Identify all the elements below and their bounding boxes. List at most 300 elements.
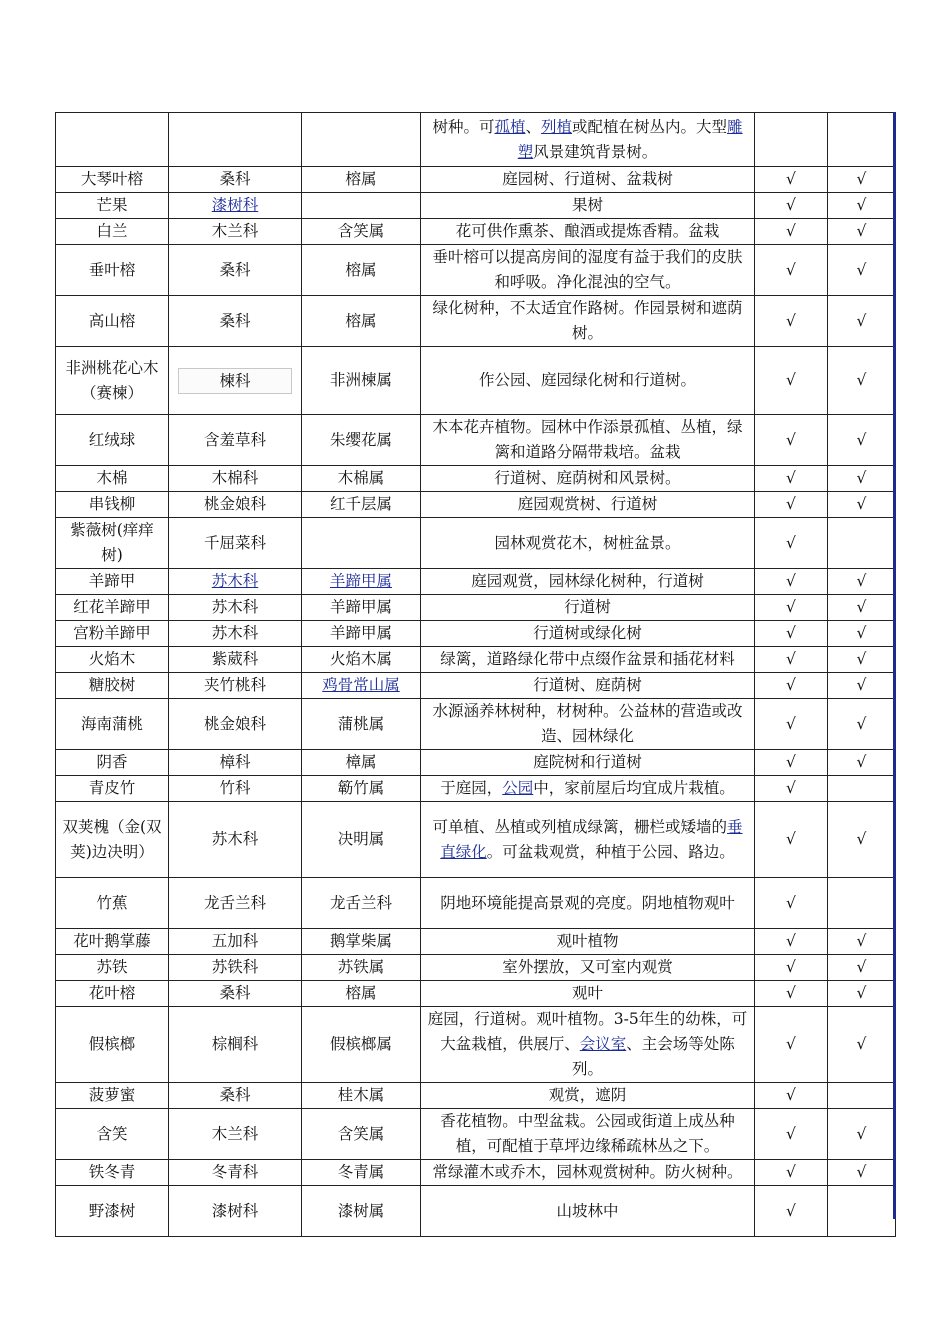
table-row <box>56 750 896 776</box>
family-cell <box>169 981 302 1007</box>
check-mark: √ <box>856 624 867 642</box>
genus-name: 红千层属 <box>329 495 392 513</box>
check-mark: √ <box>856 572 867 590</box>
check-cell-2 <box>828 167 896 193</box>
plant-table-body <box>56 113 896 1237</box>
table-row <box>56 699 896 750</box>
family-name-boxed: 楝科 <box>178 368 292 394</box>
genus-name: 火焰木属 <box>329 650 392 668</box>
family-cell <box>169 219 302 245</box>
family-name: 棕榈科 <box>211 1035 259 1053</box>
plant-name-cell <box>56 802 169 878</box>
family-cell <box>169 466 302 492</box>
check-mark: √ <box>786 1163 796 1181</box>
usage-cell <box>421 219 755 245</box>
usage-link[interactable]: 会议室 <box>579 1035 627 1053</box>
usage-cell <box>421 621 755 647</box>
family-cell <box>169 621 302 647</box>
usage-cell <box>421 776 755 802</box>
table-row <box>56 347 896 415</box>
check-cell-1 <box>755 1109 828 1160</box>
genus-link[interactable]: 鸡骨常山属 <box>322 676 400 694</box>
table-row <box>56 595 896 621</box>
check-mark: √ <box>786 1035 796 1053</box>
plant-name: 花叶榕 <box>88 984 136 1002</box>
family-cell <box>169 1186 302 1237</box>
plant-name-cell <box>56 878 169 929</box>
check-cell-2 <box>828 595 896 621</box>
check-mark: √ <box>786 1086 796 1104</box>
check-mark: √ <box>856 958 867 976</box>
usage-text: 中，家前屋后均宜成片栽植。 <box>533 779 735 797</box>
genus-cell <box>302 167 421 193</box>
check-cell-2 <box>828 1109 896 1160</box>
usage-cell <box>421 878 755 929</box>
check-cell-2 <box>828 1160 896 1186</box>
plant-name-cell <box>56 113 169 167</box>
usage-cell <box>421 1007 755 1083</box>
check-mark: √ <box>786 469 796 487</box>
usage-cell <box>421 113 755 167</box>
table-row <box>56 569 896 595</box>
usage-text: 、主会场等处陈列。 <box>571 1035 735 1078</box>
usage-cell <box>421 347 755 415</box>
genus-name: 榕属 <box>345 170 377 188</box>
usage-text: 山坡林中 <box>556 1201 619 1220</box>
check-cell-1 <box>755 878 828 929</box>
plant-name-cell <box>56 776 169 802</box>
table-row <box>56 955 896 981</box>
plant-name-cell <box>56 193 169 219</box>
usage-text: 阴地环境能提高景观的亮度。阴地植物观叶 <box>440 893 735 912</box>
table-row <box>56 981 896 1007</box>
genus-name: 羊蹄甲属 <box>329 598 392 616</box>
plant-name-cell <box>56 219 169 245</box>
genus-name: 榕属 <box>345 984 377 1002</box>
usage-cell <box>421 955 755 981</box>
plant-name: 青皮竹 <box>88 779 136 797</box>
family-cell <box>169 193 302 219</box>
plant-name-cell <box>56 981 169 1007</box>
check-cell-1 <box>755 518 828 569</box>
usage-text: 庭园观赏树、行道树 <box>517 495 658 513</box>
check-mark: √ <box>786 371 796 389</box>
plant-name-cell <box>56 750 169 776</box>
check-mark: √ <box>856 830 867 848</box>
check-mark: √ <box>786 714 796 733</box>
genus-cell <box>302 595 421 621</box>
plant-name: 串钱柳 <box>88 495 136 513</box>
genus-cell <box>302 1186 421 1237</box>
table-row <box>56 647 896 673</box>
usage-text: 水源涵养林树种，材树种。公益林的营造或改造、园林绿化 <box>432 702 743 745</box>
check-cell-2 <box>828 296 896 347</box>
table-row <box>56 1083 896 1109</box>
page-edge-bar <box>893 112 896 1219</box>
check-cell-2 <box>828 492 896 518</box>
plant-name: 野漆树 <box>88 1201 136 1220</box>
family-cell <box>169 802 302 878</box>
plant-name-cell <box>56 347 169 415</box>
plant-name-cell <box>56 1083 169 1109</box>
check-cell-1 <box>755 595 828 621</box>
check-mark: √ <box>786 222 796 240</box>
usage-text: 或配植在树丛内。大型 <box>572 117 728 136</box>
usage-text: 观叶植物 <box>556 932 619 950</box>
table-row <box>56 518 896 569</box>
family-name: 木棉科 <box>211 469 259 487</box>
family-cell <box>169 647 302 673</box>
check-cell-2 <box>828 219 896 245</box>
table-row <box>56 802 896 878</box>
genus-name: 鹅掌柴属 <box>329 932 392 950</box>
check-mark: √ <box>786 779 796 797</box>
plant-name: 糖胶树 <box>88 676 136 694</box>
check-cell-1 <box>755 466 828 492</box>
check-cell-2 <box>828 415 896 466</box>
genus-cell <box>302 466 421 492</box>
usage-text: 香花植物。中型盆栽。公园或街道上成丛种植，可配植于草坪边缘稀疏林丛之下。 <box>440 1112 735 1155</box>
usage-text: 观叶 <box>571 984 603 1002</box>
family-name: 木兰科 <box>211 1124 259 1143</box>
table-row <box>56 219 896 245</box>
family-name: 夹竹桃科 <box>203 676 266 694</box>
usage-text: 常绿灌木或乔木，园林观赏树种。防火树种。 <box>432 1163 743 1181</box>
family-name: 五加科 <box>211 932 259 950</box>
check-mark: √ <box>856 260 867 279</box>
family-cell <box>169 1160 302 1186</box>
check-cell-1 <box>755 621 828 647</box>
check-mark: √ <box>856 753 867 771</box>
check-mark: √ <box>856 311 867 330</box>
usage-text: 观赏，遮阴 <box>548 1086 627 1104</box>
family-name: 桃金娘科 <box>203 495 266 513</box>
table-row <box>56 776 896 802</box>
usage-text: 庭院树和行道树 <box>533 753 642 771</box>
usage-cell <box>421 569 755 595</box>
check-mark: √ <box>856 469 867 487</box>
check-cell-2 <box>828 955 896 981</box>
plant-name: 双荚槐（金(双荚)边决明） <box>62 817 162 861</box>
genus-name: 羊蹄甲属 <box>329 624 392 642</box>
table-row <box>56 245 896 296</box>
check-mark: √ <box>786 1201 796 1220</box>
check-cell-1 <box>755 699 828 750</box>
plant-name-cell <box>56 699 169 750</box>
check-cell-2 <box>828 699 896 750</box>
usage-cell <box>421 750 755 776</box>
table-row <box>56 878 896 929</box>
genus-cell <box>302 245 421 296</box>
usage-cell <box>421 647 755 673</box>
family-cell <box>169 1083 302 1109</box>
plant-name-cell <box>56 492 169 518</box>
plant-name: 红绒球 <box>88 430 136 449</box>
check-cell-1 <box>755 569 828 595</box>
plant-name-cell <box>56 296 169 347</box>
check-mark: √ <box>786 196 796 214</box>
check-cell-2 <box>828 569 896 595</box>
family-name: 樟科 <box>219 753 251 771</box>
genus-name: 榕属 <box>345 311 377 330</box>
check-cell-1 <box>755 492 828 518</box>
check-cell-2 <box>828 466 896 492</box>
genus-name: 假槟榔属 <box>329 1035 392 1053</box>
plant-name: 花叶鹅掌藤 <box>73 932 151 950</box>
check-cell-1 <box>755 981 828 1007</box>
check-cell-2 <box>828 347 896 415</box>
check-cell-2 <box>828 113 896 167</box>
family-cell <box>169 673 302 699</box>
usage-text: 绿篱，道路绿化带中点缀作盆景和插花材料 <box>440 650 735 668</box>
family-name: 苏木科 <box>211 624 259 642</box>
table-row <box>56 1160 896 1186</box>
check-cell-1 <box>755 750 828 776</box>
plant-name: 高山榕 <box>88 311 136 330</box>
check-cell-2 <box>828 776 896 802</box>
check-cell-1 <box>755 647 828 673</box>
plant-name: 垂叶榕 <box>88 260 136 279</box>
check-cell-2 <box>828 981 896 1007</box>
check-mark: √ <box>786 430 796 449</box>
table-row <box>56 466 896 492</box>
family-name: 龙舌兰科 <box>203 893 266 912</box>
check-mark: √ <box>786 650 796 668</box>
family-name: 漆树科 <box>211 1201 259 1220</box>
genus-link[interactable]: 羊蹄甲属 <box>329 572 392 590</box>
check-cell-2 <box>828 802 896 878</box>
genus-cell <box>302 878 421 929</box>
family-cell <box>169 1109 302 1160</box>
usage-text: 行道树或绿化树 <box>533 624 642 642</box>
genus-cell <box>302 750 421 776</box>
usage-link[interactable]: 垂直绿化 <box>440 817 743 861</box>
plant-name-cell <box>56 466 169 492</box>
check-mark: √ <box>786 495 796 513</box>
plant-name: 铁冬青 <box>88 1163 136 1181</box>
plant-table <box>55 112 896 1237</box>
plant-name: 紫薇树(痒痒树) <box>70 521 154 564</box>
usage-cell <box>421 673 755 699</box>
usage-text: 园林观赏花木，树桩盆景。 <box>494 533 681 552</box>
usage-cell <box>421 699 755 750</box>
family-cell <box>169 245 302 296</box>
family-cell <box>169 296 302 347</box>
check-mark: √ <box>786 958 796 976</box>
usage-cell <box>421 981 755 1007</box>
genus-name: 苏铁属 <box>337 958 385 976</box>
usage-link[interactable]: 列植 <box>541 117 573 136</box>
family-cell <box>169 113 302 167</box>
genus-cell <box>302 347 421 415</box>
usage-text: 木本花卉植物。园林中作添景孤植、丛植，绿篱和道路分隔带栽培。盆栽 <box>432 418 743 461</box>
usage-text: 庭园观赏，园林绿化树种，行道树 <box>471 572 704 590</box>
usage-text: 于庭园， <box>440 779 503 797</box>
family-name: 紫葳科 <box>211 650 259 668</box>
genus-cell <box>302 955 421 981</box>
plant-name-cell <box>56 1007 169 1083</box>
genus-name: 木棉属 <box>337 469 385 487</box>
check-mark: √ <box>786 932 796 950</box>
usage-text: 可单植、丛植或列植成绿篱，栅栏或矮墙的 <box>432 817 727 836</box>
check-mark: √ <box>856 1035 867 1053</box>
family-cell <box>169 1007 302 1083</box>
genus-cell <box>302 296 421 347</box>
genus-cell <box>302 1083 421 1109</box>
check-cell-2 <box>828 193 896 219</box>
plant-name: 海南蒲桃 <box>80 714 143 733</box>
plant-name-cell <box>56 595 169 621</box>
genus-name: 决明属 <box>337 830 385 848</box>
plant-name-cell <box>56 245 169 296</box>
check-mark: √ <box>786 260 796 279</box>
check-mark: √ <box>856 676 867 694</box>
usage-text: 、 <box>525 117 541 136</box>
check-mark: √ <box>786 311 796 330</box>
usage-cell <box>421 1160 755 1186</box>
check-mark: √ <box>786 753 796 771</box>
usage-text: 风景建筑背景树。 <box>533 142 658 161</box>
usage-cell <box>421 1083 755 1109</box>
table-row <box>56 296 896 347</box>
genus-name: 含笑属 <box>337 222 385 240</box>
check-cell-1 <box>755 929 828 955</box>
usage-cell <box>421 296 755 347</box>
family-cell <box>169 569 302 595</box>
usage-text: 作公园、庭园绿化树和行道树。 <box>478 371 696 389</box>
genus-cell <box>302 981 421 1007</box>
check-mark: √ <box>786 170 796 188</box>
family-name: 桃金娘科 <box>203 714 266 733</box>
plant-name-cell <box>56 621 169 647</box>
check-mark: √ <box>786 624 796 642</box>
check-cell-1 <box>755 776 828 802</box>
family-cell <box>169 595 302 621</box>
usage-text: 树种。可 <box>432 117 495 136</box>
family-cell <box>169 415 302 466</box>
genus-name: 樟属 <box>345 753 377 771</box>
check-cell-2 <box>828 1083 896 1109</box>
family-link[interactable]: 苏木科 <box>211 572 259 590</box>
usage-cell <box>421 415 755 466</box>
family-name: 桑科 <box>219 260 251 279</box>
check-mark: √ <box>856 650 867 668</box>
plant-name: 苏铁 <box>96 958 128 976</box>
table-row <box>56 1007 896 1083</box>
check-cell-1 <box>755 1186 828 1237</box>
usage-text: 庭园，行道树。观叶植物。3-5年生的幼株，可大盆栽植，供展厅、 <box>427 1010 748 1053</box>
table-row <box>56 193 896 219</box>
genus-cell <box>302 776 421 802</box>
check-mark: √ <box>786 1124 796 1143</box>
check-mark: √ <box>786 984 796 1002</box>
genus-name: 簕竹属 <box>337 779 385 797</box>
usage-cell <box>421 1186 755 1237</box>
genus-cell <box>302 802 421 878</box>
usage-link[interactable]: 雕塑 <box>517 117 743 161</box>
plant-name: 火焰木 <box>88 650 136 668</box>
family-name: 桑科 <box>219 311 251 330</box>
check-mark: √ <box>786 533 796 552</box>
genus-cell <box>302 699 421 750</box>
check-mark: √ <box>786 572 796 590</box>
check-cell-1 <box>755 955 828 981</box>
check-mark: √ <box>856 196 867 214</box>
usage-link[interactable]: 孤植 <box>494 117 526 136</box>
check-cell-1 <box>755 1083 828 1109</box>
family-cell <box>169 167 302 193</box>
genus-name: 桂木属 <box>337 1086 385 1104</box>
family-name: 含羞草科 <box>203 430 266 449</box>
genus-name: 朱缨花属 <box>329 430 392 449</box>
family-name: 千屈菜科 <box>203 533 266 552</box>
family-name: 桑科 <box>219 1086 251 1104</box>
family-name: 苏木科 <box>211 830 259 848</box>
check-cell-2 <box>828 929 896 955</box>
usage-cell <box>421 518 755 569</box>
genus-cell <box>302 1160 421 1186</box>
family-link[interactable]: 漆树科 <box>211 196 259 214</box>
plant-name-cell <box>56 647 169 673</box>
genus-cell <box>302 569 421 595</box>
family-cell <box>169 776 302 802</box>
genus-cell <box>302 415 421 466</box>
check-cell-1 <box>755 1007 828 1083</box>
usage-text: 行道树、庭荫树和风景树。 <box>494 469 681 487</box>
check-cell-1 <box>755 296 828 347</box>
plant-name: 芒果 <box>96 196 128 214</box>
check-mark: √ <box>856 371 867 389</box>
genus-cell <box>302 1109 421 1160</box>
family-name: 桑科 <box>219 984 251 1002</box>
plant-name-cell <box>56 1160 169 1186</box>
genus-cell <box>302 929 421 955</box>
family-cell <box>169 347 302 415</box>
usage-cell <box>421 466 755 492</box>
check-mark: √ <box>856 495 867 513</box>
usage-cell <box>421 492 755 518</box>
family-name: 苏铁科 <box>211 958 259 976</box>
plant-name: 羊蹄甲 <box>88 572 136 590</box>
check-cell-1 <box>755 167 828 193</box>
usage-text: 庭园树、行道树、盆栽树 <box>502 170 673 188</box>
plant-name: 大琴叶榕 <box>80 170 143 188</box>
table-row <box>56 167 896 193</box>
usage-cell <box>421 1109 755 1160</box>
check-cell-2 <box>828 1007 896 1083</box>
genus-name: 漆树属 <box>337 1201 385 1220</box>
genus-cell <box>302 518 421 569</box>
check-cell-1 <box>755 1160 828 1186</box>
genus-cell <box>302 219 421 245</box>
check-cell-2 <box>828 878 896 929</box>
plant-name-cell <box>56 1186 169 1237</box>
family-name: 木兰科 <box>211 222 259 240</box>
usage-cell <box>421 595 755 621</box>
usage-link[interactable]: 公园 <box>502 779 534 797</box>
table-row <box>56 113 896 167</box>
usage-text: 行道树 <box>564 598 611 616</box>
check-cell-2 <box>828 673 896 699</box>
table-row <box>56 492 896 518</box>
check-cell-2 <box>828 1186 896 1237</box>
genus-cell <box>302 193 421 219</box>
plant-name: 竹蕉 <box>96 893 128 912</box>
plant-name: 阴香 <box>96 753 128 771</box>
check-mark: √ <box>856 1163 867 1181</box>
genus-cell <box>302 621 421 647</box>
usage-cell <box>421 167 755 193</box>
